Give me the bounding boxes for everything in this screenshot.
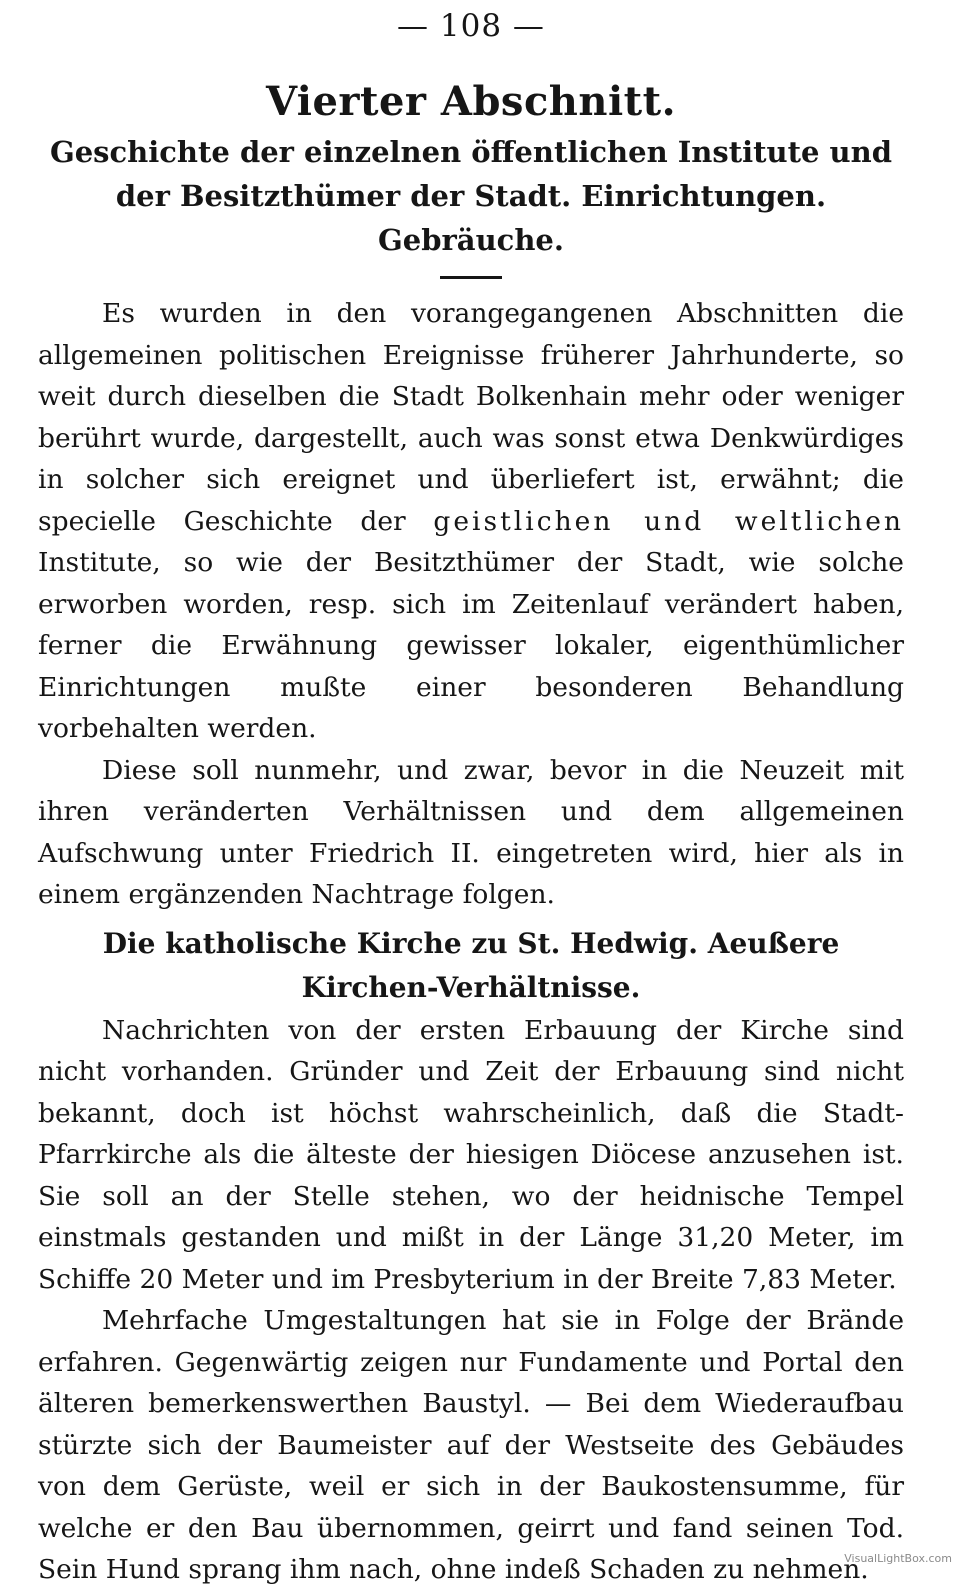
intro-text-spaced: geistlichen und weltlichen (433, 505, 904, 537)
intro-text-part-1: Es wurden in den vorangegangenen Abschnitten die allgemeinen politischen Ereignisse früherer Jahrhunderte, so weit durch dieselben die Stadt Bolkenhain mehr oder weniger berührt wurde, dargestellt, auch was sonst etwa Denkwürdiges in solcher sich ereignet und überliefert ist, erwähnt; die specielle Geschichte der (38, 298, 904, 537)
intro-text-part-2: Institute, so wie der Besitzthümer der Stadt, wie solche erworben worden, resp. sich im Zeitenlauf verändert haben, ferner die Erwähnung gewisser lokaler, eigenthümlicher Einrichtungen mußte einer besonderen Behandlung vorbehalten werden. (38, 547, 904, 744)
section-heading: Die katholische Kirche zu St. Hedwig. Aeußere Kirchen-Verhältnisse. (102, 926, 840, 1004)
book-page (38, 0, 904, 1591)
divider-rule (440, 276, 502, 279)
intro-paragraph-1 (38, 293, 904, 750)
chapter-title: Vierter Abschnitt. (265, 78, 677, 125)
page-number: — 108 — (397, 8, 545, 44)
watermark: VisualLightBox.com (844, 1552, 952, 1565)
chapter-subtitle: Geschichte der einzelnen öffentlichen Institute und der Besitzthümer der Stadt. Einrichtungen. Gebräuche. (49, 135, 893, 257)
section-paragraph-1: Nachrichten von der ersten Erbauung der Kirche sind nicht vorhanden. Gründer und Zeit der Erbauung sind nicht bekannt, doch ist höchst wahrscheinlich, daß die Stadt-Pfarrkirche als die älteste der hiesigen Diöcese anzusehen ist. Sie soll an der Stelle stehen, wo der heidnische Tempel einstmals gestanden und mißt in der Länge 31,20 Meter, im Schiffe 20 Meter und im Presbyterium in der Breite 7,83 Meter. (38, 1014, 904, 1295)
section-paragraph-2: Mehrfache Umgestaltungen hat sie in Folge der Brände erfahren. Gegenwärtig zeigen nur Fundamente und Portal den älteren bemerkenswerthen Baustyl. — Bei dem Wiederaufbau stürzte sich der Baumeister auf der Westseite des Gebäudes von dem Gerüste, weil er sich in der Baukostensumme, für welche er den Bau übernommen, geirrt und fand seinen Tod. Sein Hund sprang ihm nach, ohne indeß Schaden zu nehmen. (38, 1305, 904, 1585)
intro-paragraph-2: Diese soll nunmehr, und zwar, bevor in die Neuzeit mit ihren veränderten Verhältnissen und dem allgemeinen Aufschwung unter Friedrich II. eingetreten wird, hier als in einem ergänzenden Nachtrage folgen. (38, 754, 904, 910)
